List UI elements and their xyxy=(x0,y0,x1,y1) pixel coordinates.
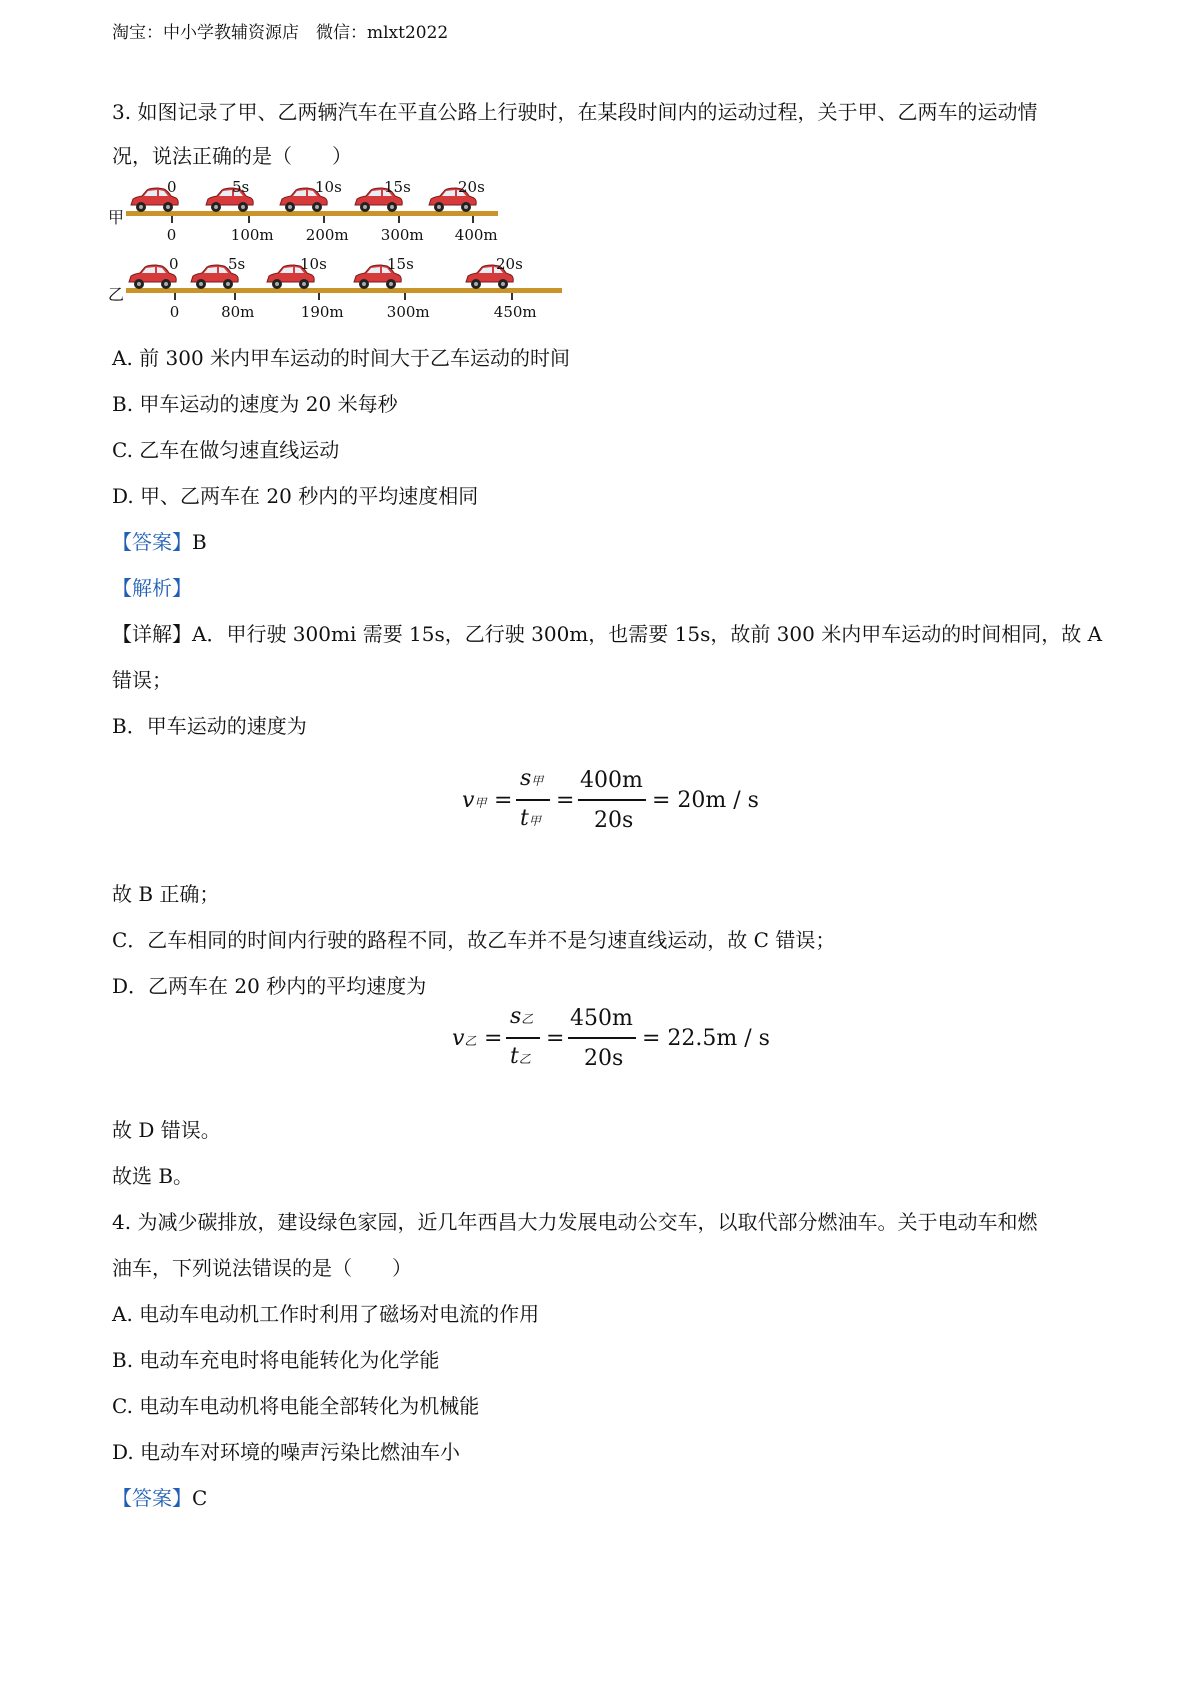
eq2-t-sub: 乙 xyxy=(518,1052,531,1066)
row2-distance-label: 190m xyxy=(300,303,344,321)
q3-detail-a1 xyxy=(112,618,1102,647)
eq1-s-symbol: s xyxy=(520,766,532,791)
row2-tick xyxy=(234,293,236,300)
q3-analysis-label: 【解析】 xyxy=(112,576,192,600)
eq1-v-sub: 甲 xyxy=(474,796,487,810)
q4-option-d: D. 电动车对环境的噪声污染比燃油车小 xyxy=(112,1440,461,1464)
eq1-t-sub: 甲 xyxy=(528,814,541,828)
eq1-equals-2: = xyxy=(556,788,575,813)
row2-time-label: 0 xyxy=(169,255,179,273)
row2-time-label: 10s xyxy=(300,255,327,273)
q3-detail-b: B．甲车运动的速度为 xyxy=(112,714,307,738)
q3-answer: B xyxy=(192,530,207,554)
eq1-equals-1: = xyxy=(494,788,513,813)
eq1-v-symbol: v xyxy=(462,788,475,813)
row2-time-label: 5s xyxy=(228,255,246,273)
q3-option-c: C. 乙车在做匀速直线运动 xyxy=(112,438,340,462)
row1-tick xyxy=(323,216,325,223)
row2-distance-label: 450m xyxy=(493,303,537,321)
row2-tick xyxy=(174,293,176,300)
eq2-numerator: 450m xyxy=(570,1006,633,1031)
q4-stem-line1: 4. 为减少碳排放，建设绿色家园，近几年西昌大力发展电动公交车，以取代部分燃油车。关于电动车和燃 xyxy=(112,1210,1038,1234)
row1-distance-label: 100m xyxy=(230,226,274,244)
eq2-denominator: 20s xyxy=(584,1046,624,1071)
q3-after-d: 故 D 错误。 xyxy=(112,1118,221,1142)
q3-detail-c: C．乙车相同的时间内行驶的路程不同，故乙车并不是匀速直线运动，故 C 错误； xyxy=(112,928,836,952)
eq2-v-symbol: v xyxy=(452,1026,465,1051)
row1-distance-label: 400m xyxy=(454,226,498,244)
eq2-t xyxy=(510,1044,531,1069)
row2-distance-label: 300m xyxy=(386,303,430,321)
detail-a-text: A．甲行驶 300mi 需要 15s，乙行驶 300m，也需要 15s，故前 300 米内甲车运动的时间相同，故 A xyxy=(192,622,1103,646)
eq2-s xyxy=(510,1004,533,1029)
eq1-v xyxy=(462,788,486,813)
q3-option-b: B. 甲车运动的速度为 20 米每秒 xyxy=(112,392,398,416)
eq2-frac2-bar xyxy=(568,1037,636,1039)
detail-label: 【详解】 xyxy=(112,622,192,646)
eq1-s-sub: 甲 xyxy=(531,774,544,788)
eq2-v xyxy=(452,1026,476,1051)
q4-option-b: B. 电动车充电时将电能转化为化学能 xyxy=(112,1348,440,1372)
q4-stem-line2: 油车，下列说法错误的是（ ） xyxy=(112,1256,412,1280)
row2-time-label: 15s xyxy=(387,255,414,273)
eq2-equals-2: = xyxy=(546,1026,565,1051)
row1-time-label: 5s xyxy=(232,178,250,196)
eq2-s-sub: 乙 xyxy=(521,1012,534,1026)
eq2-v-sub: 乙 xyxy=(464,1034,477,1048)
q4-answer-label: 【答案】 xyxy=(112,1486,192,1510)
q4-option-c: C. 电动车电动机将电能全部转化为机械能 xyxy=(112,1394,480,1418)
eq1-t xyxy=(520,806,541,831)
row2-label: 乙 xyxy=(108,285,125,304)
row1-time-label: 10s xyxy=(315,178,342,196)
eq2-result: = 22.5m / s xyxy=(642,1026,770,1051)
eq1-result: = 20m / s xyxy=(652,788,759,813)
row1-tick xyxy=(171,216,173,223)
q3-stem-line2: 况，说法正确的是（ ） xyxy=(112,144,352,168)
row1-time-label: 0 xyxy=(167,178,177,196)
q3-detail-a2: 错误； xyxy=(112,668,172,692)
row2-distance-label: 0 xyxy=(169,303,180,321)
eq2-frac1-bar xyxy=(506,1037,540,1039)
eq2-equals-1: = xyxy=(484,1026,503,1051)
q3-after-b: 故 B 正确； xyxy=(112,882,220,906)
q3-option-a: A. 前 300 米内甲车运动的时间大于乙车运动的时间 xyxy=(112,346,571,370)
q4-option-a: A. 电动车电动机工作时利用了磁场对电流的作用 xyxy=(112,1302,540,1326)
q4-answer: C xyxy=(192,1486,208,1510)
eq1-frac1-bar xyxy=(516,799,550,801)
eq1-t-symbol: t xyxy=(520,806,529,831)
row2-distance-label: 80m xyxy=(221,303,255,321)
q3-answer-line xyxy=(112,526,207,555)
eq1-numerator: 400m xyxy=(580,768,643,793)
row1-time-label: 20s xyxy=(458,178,485,196)
row2-tick xyxy=(318,293,320,300)
q3-conclusion: 故选 B。 xyxy=(112,1164,194,1188)
row1-distance-label: 300m xyxy=(380,226,424,244)
row2-tick xyxy=(404,293,406,300)
eq2-t-symbol: t xyxy=(510,1044,519,1069)
eq2-s-symbol: s xyxy=(510,1004,522,1029)
row2-tick xyxy=(511,293,513,300)
row1-distance-label: 200m xyxy=(305,226,349,244)
q3-option-d: D. 甲、乙两车在 20 秒内的平均速度相同 xyxy=(112,484,479,508)
row1-tick xyxy=(472,216,474,223)
q3-answer-label: 【答案】 xyxy=(112,530,192,554)
eq1-denominator: 20s xyxy=(594,808,634,833)
row1-tick xyxy=(248,216,250,223)
row1-tick xyxy=(398,216,400,223)
row1-time-label: 15s xyxy=(384,178,411,196)
eq1-s xyxy=(520,766,543,791)
q3-stem-line1: 3. 如图记录了甲、乙两辆汽车在平直公路上行驶时，在某段时间内的运动过程，关于甲、乙两车的运动情 xyxy=(112,100,1038,124)
page-header: 淘宝：中小学教辅资源店 微信：mlxt2022 xyxy=(112,23,449,43)
row1-label: 甲 xyxy=(108,208,125,227)
row2-time-label: 20s xyxy=(496,255,523,273)
q4-answer-line xyxy=(112,1482,207,1511)
row1-distance-label: 0 xyxy=(166,226,177,244)
eq1-frac2-bar xyxy=(578,799,646,801)
q3-detail-d: D．乙两车在 20 秒内的平均速度为 xyxy=(112,974,427,998)
